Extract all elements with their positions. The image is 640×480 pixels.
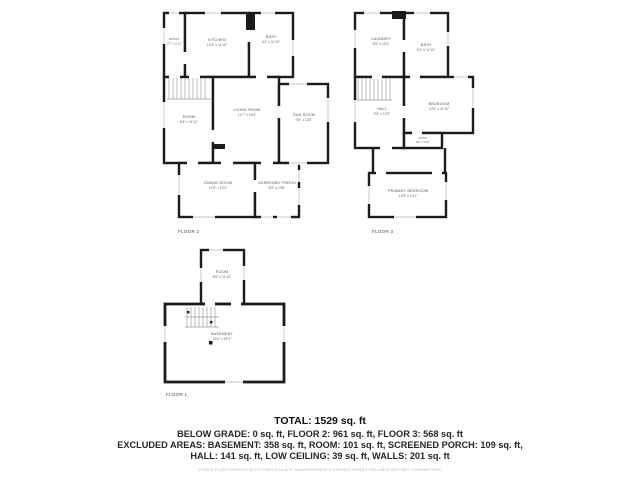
room-name-label: PRIMARY BEDROOM xyxy=(387,189,429,193)
room-name-label: BEDROOM xyxy=(428,102,450,106)
summary-total: TOTAL: 1529 sq. ft xyxy=(274,415,366,427)
room-basement xyxy=(165,304,284,382)
room-name-label: BATH xyxy=(265,35,277,39)
room-name-label: ROOM xyxy=(215,270,229,274)
room-dims-label: 8'2" x 13'6" xyxy=(268,186,286,190)
room-dims-label: 13'3" x 11'10" xyxy=(428,107,450,111)
room-name-label: LIVING ROOM xyxy=(233,108,261,112)
room-name-label: HALL xyxy=(376,107,388,111)
room-dims-label: 8'4" x 11'11" xyxy=(179,120,199,124)
chimney-icon xyxy=(392,11,406,19)
room-living xyxy=(213,77,279,163)
room-name-label: BATH xyxy=(420,43,432,47)
floor-plan-floor1 xyxy=(161,246,289,388)
room-name-label: ATTIC xyxy=(418,136,428,140)
room-dims-label: 13'7" x 15'3" xyxy=(237,113,257,117)
room-dims-label: 14'8" x 13'4" xyxy=(398,194,418,198)
room-dims-label: 2'7" x 11'11" xyxy=(167,41,182,46)
floor2-caption: FLOOR 2 xyxy=(178,229,200,234)
floor3-connector-walls xyxy=(373,148,445,173)
room-dims-label: 6'1" x 11'10" xyxy=(261,40,281,44)
stair-post-icon xyxy=(187,311,189,313)
room-dims-label: 23'2" x 15'3" xyxy=(212,337,232,341)
room-name-label: ROOM xyxy=(182,115,196,119)
summary-disclaimer: FLOOR PLAN CREATED WITH CUBICASA APP. MEASUREMENTS DEEMED HIGHLY RELIABLE BUT NOT GUARANTEED xyxy=(198,467,442,473)
area-summary xyxy=(0,415,640,472)
room-dims-label: 12'4" x 11'10" xyxy=(206,43,228,47)
room-dims-label: 8'9" x 12'4" xyxy=(372,42,390,46)
room-name-label: DINING ROOM xyxy=(204,181,232,185)
room-bath xyxy=(249,13,293,77)
room-name-label: LAUNDRY xyxy=(371,37,391,41)
hearth-icon xyxy=(213,144,225,149)
room-name-label: BASEMENT xyxy=(210,332,234,336)
room-dims-label: 14'8" x 13'4" xyxy=(208,186,228,190)
room-dims-label: 6'1" x 11'10" xyxy=(416,48,436,52)
floor-plan-floor3 xyxy=(352,10,480,225)
summary-line-excluded: EXCLUDED AREAS: BASEMENT: 358 sq. ft, ROOM: 101 sq. ft, SCREENED PORCH: 109 sq. ft, xyxy=(117,439,523,450)
chimney-icon xyxy=(246,14,255,30)
support-column-icon xyxy=(209,341,213,345)
room-dining xyxy=(179,163,255,217)
room-name-label: KITCHEN xyxy=(208,38,226,42)
room-dims-label: 8'6" x 11'10" xyxy=(212,275,232,279)
summary-line-floors: BELOW GRADE: 0 sq. ft, FLOOR 2: 961 sq. ft, FLOOR 3: 568 sq. ft xyxy=(177,429,463,439)
stair-post-icon xyxy=(210,321,212,323)
room-name-label: ENTRY xyxy=(169,37,180,41)
floor3-caption: FLOOR 3 xyxy=(372,229,394,234)
floor-plan-floor2 xyxy=(161,10,333,225)
room-sun xyxy=(279,84,328,163)
room-dims-label: 6'8" x 5'10" xyxy=(416,140,430,144)
room-porch xyxy=(255,163,299,217)
room-name-label: SCREENED PORCH xyxy=(258,181,296,185)
room-dims-label: 9'6" x 13'3" xyxy=(373,112,391,116)
room-name-label: SUN ROOM xyxy=(292,113,316,117)
summary-line-excluded2: HALL: 141 sq. ft, LOW CEILING: 39 sq. ft, WALLS: 201 sq. ft xyxy=(190,450,450,461)
floor1-caption: FLOOR 1 xyxy=(166,392,188,397)
room-dims-label: 9'5" x 13'5" xyxy=(295,118,313,122)
